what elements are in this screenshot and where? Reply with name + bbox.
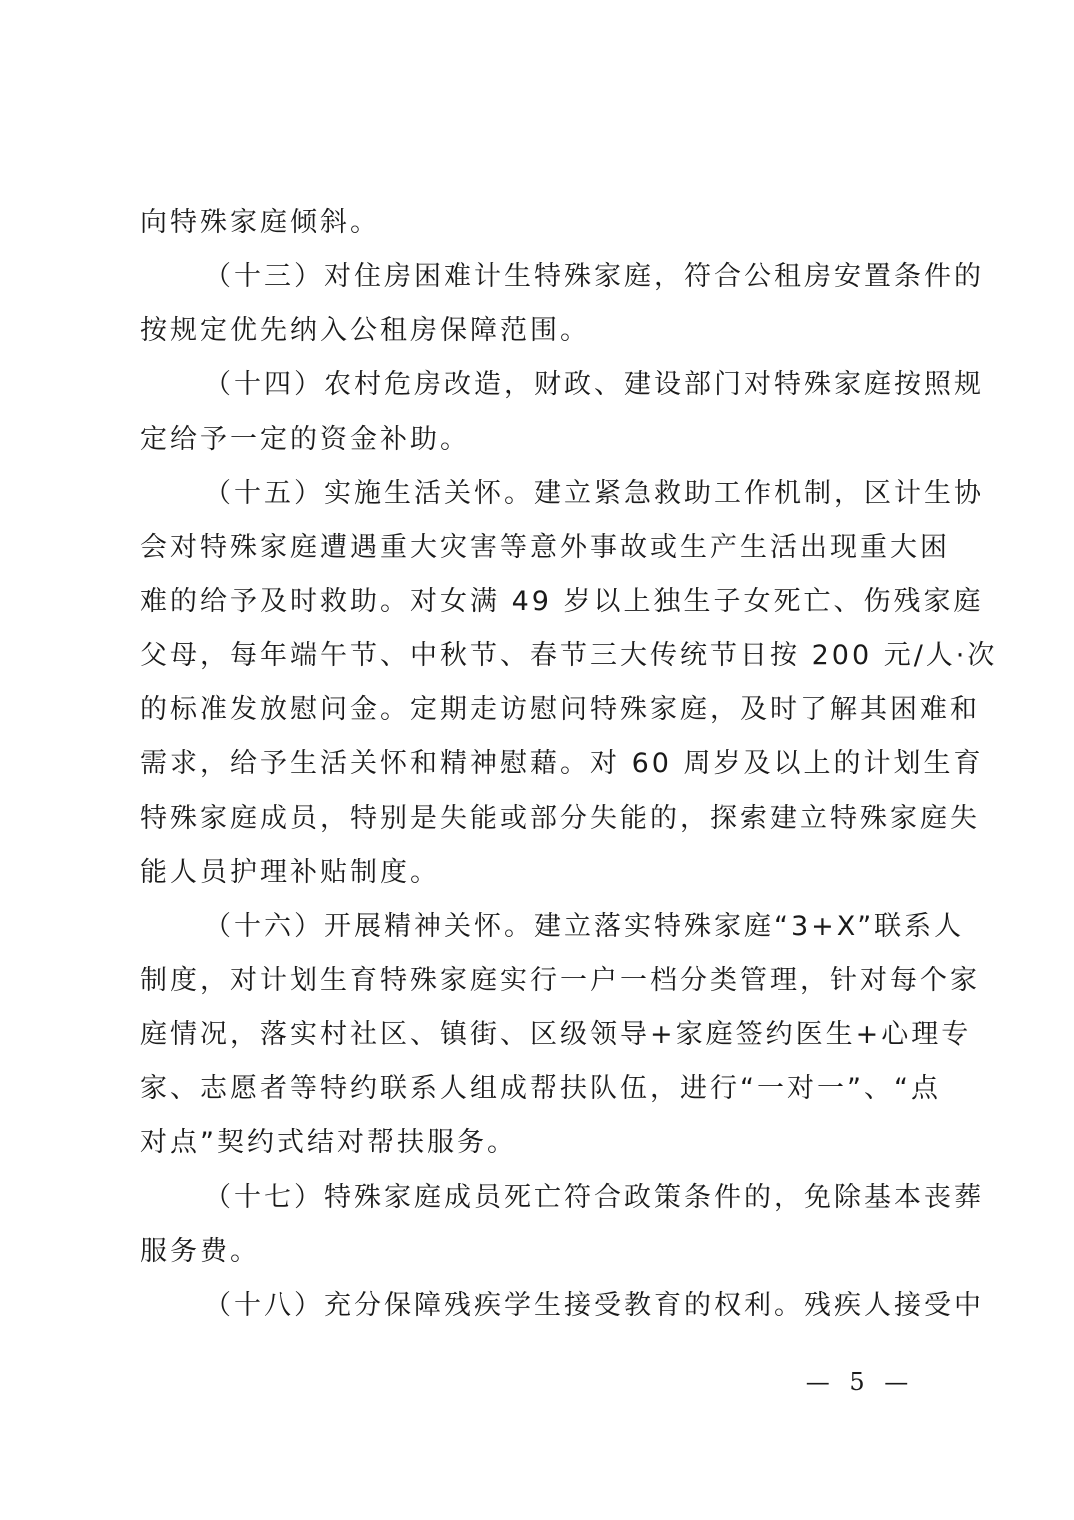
document-body	[140, 196, 998, 1333]
paragraph-line-15: 制度，对计划生育特殊家庭实行一户一档分类管理，针对每个家	[140, 964, 980, 996]
paragraph-line-5: 定给予一定的资金补助。	[140, 423, 470, 455]
paragraph-line-11: 需求，给予生活关怀和精神慰藉。对 60 周岁及以上的计划生育	[140, 748, 984, 780]
paragraph-line-9: 父母，每年端午节、中秋节、春节三大传统节日按 200 元/人·次	[140, 640, 998, 672]
paragraph-line-14: （十六）开展精神关怀。建立落实特殊家庭“3+X”联系人	[204, 910, 965, 942]
paragraph-line-16: 庭情况，落实村社区、镇街、区级领导+家庭签约医生+心理专	[140, 1019, 972, 1051]
paragraph-line-1: 向特殊家庭倾斜。	[140, 207, 380, 238]
paragraph-line-21: （十八）充分保障残疾学生接受教育的权利。残疾人接受中	[204, 1289, 984, 1321]
paragraph-line-18: 对点”契约式结对帮扶服务。	[140, 1127, 517, 1159]
paragraph-line-3: 按规定优先纳入公租房保障范围。	[140, 315, 590, 347]
paragraph-line-17: 家、志愿者等特约联系人组成帮扶队伍，进行“一对一”、“点	[140, 1073, 941, 1105]
paragraph-line-8: 难的给予及时救助。对女满 49 岁以上独生子女死亡、伤残家庭	[140, 585, 984, 617]
paragraph-line-13: 能人员护理补贴制度。	[140, 856, 440, 888]
paragraph-line-12: 特殊家庭成员，特别是失能或部分失能的，探索建立特殊家庭失	[140, 802, 980, 834]
paragraph-line-19: （十七）特殊家庭成员死亡符合政策条件的，免除基本丧葬	[204, 1181, 984, 1213]
paragraph-line-4: （十四）农村危房改造，财政、建设部门对特殊家庭按照规	[204, 369, 984, 401]
page-number: — 5 —	[805, 1368, 915, 1396]
paragraph-line-10: 的标准发放慰问金。定期走访慰问特殊家庭，及时了解其困难和	[140, 694, 980, 726]
paragraph-line-2: （十三）对住房困难计生特殊家庭，符合公租房安置条件的	[204, 261, 984, 293]
paragraph-line-20: 服务费。	[140, 1235, 260, 1267]
paragraph-line-6: （十五）实施生活关怀。建立紧急救助工作机制，区计生协	[204, 477, 984, 509]
paragraph-line-7: 会对特殊家庭遭遇重大灾害等意外事故或生产生活出现重大困	[140, 531, 950, 563]
